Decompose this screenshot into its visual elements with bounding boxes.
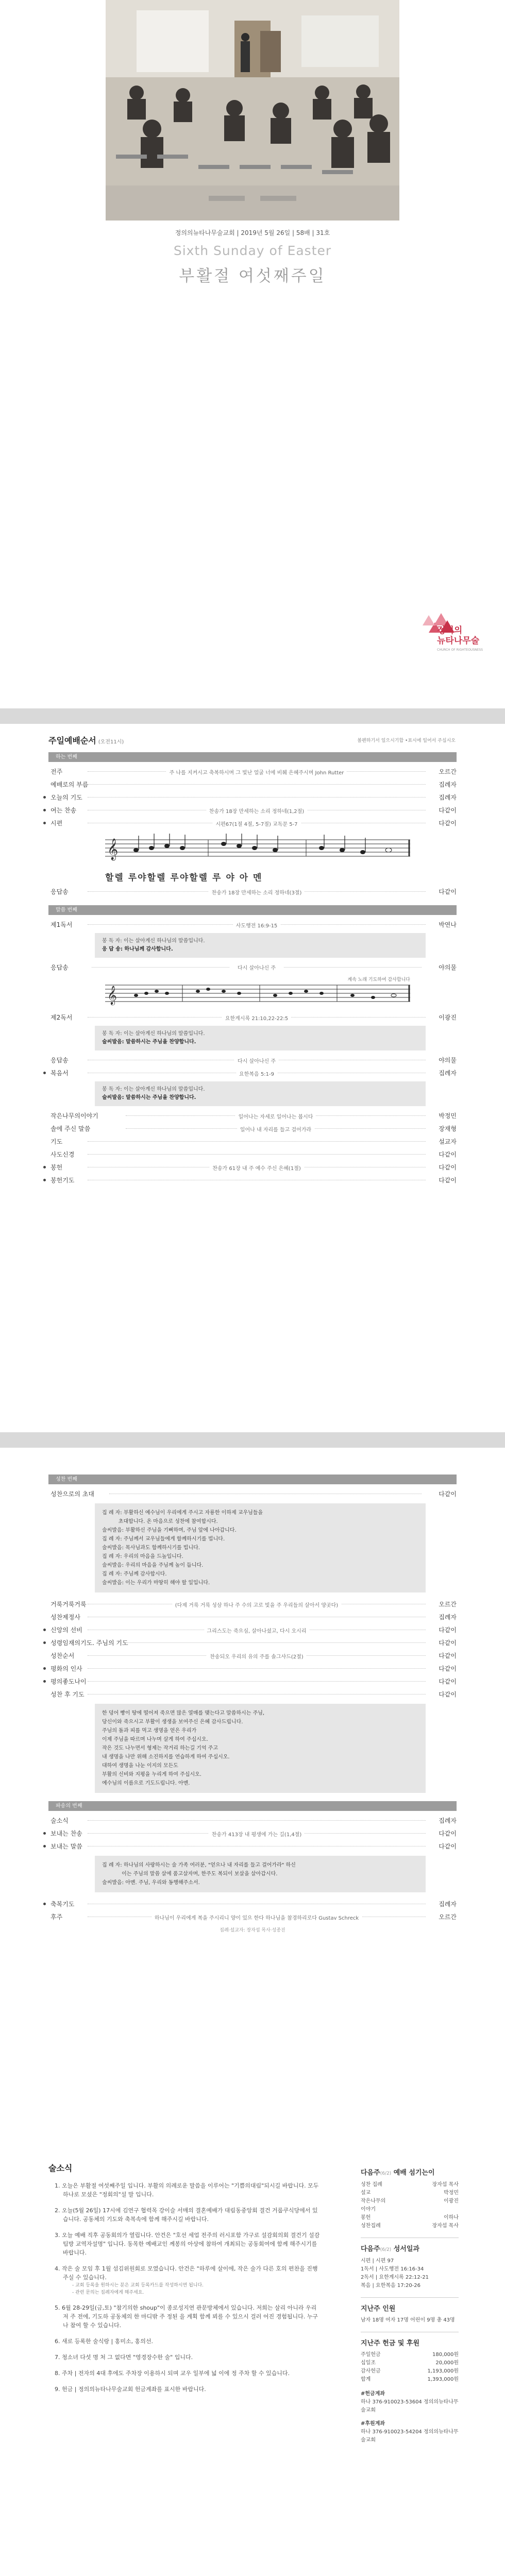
- worship-item-label: 여는 찬송: [50, 807, 77, 814]
- dialogue-line: 술씨발음: 목사님과도 함께하시기를 빕니다.: [102, 1545, 200, 1551]
- worship-item-person: 다같이: [439, 1830, 457, 1837]
- worship-item-detail: 그리스도는 죽으심, 살아나셨고, 다시 오시리: [204, 1629, 310, 1634]
- response-box-2: 봉 독 자: 이는 살아계신 하나님의 말씀입니다. 술씨발음: 말씀하시는 주님을 찬양합니다.: [95, 1026, 426, 1050]
- worship-item-label: 축복기도: [50, 1901, 75, 1908]
- worship-item-label: 보내는 찬송: [50, 1830, 82, 1837]
- worship-item-person: 다같이: [439, 1626, 457, 1634]
- dialogue-line: 집 례 자: 부활하신 예수님이 우리에게 주시고 자룡한 이하제 교우님들을: [102, 1510, 263, 1516]
- worship-item-person: 박정민: [439, 1112, 457, 1120]
- worship-item-label: 봉헌: [50, 1164, 63, 1171]
- dialogue-line: 예수님의 이름으로 기도드립니다. 아멘.: [102, 1781, 190, 1786]
- worship-row: [48, 1897, 457, 1910]
- server-row: 작은나무의 이야기 이광진: [361, 2198, 459, 2212]
- worship-item-detail: 다시 살아나신 주: [234, 1059, 279, 1064]
- worship-item-person: 다같이: [439, 807, 457, 814]
- worship-item-person: 집례자: [439, 1614, 457, 1621]
- worship-item-label: 복음서: [50, 1070, 69, 1077]
- worship-row: [48, 1910, 457, 1923]
- worship-row: [48, 1109, 457, 1122]
- lectionary-row: 1독서 | 사도행전 16:16-34: [361, 2266, 424, 2272]
- stand-marker-icon: [43, 1179, 46, 1181]
- dialogue-line: 술씨발음: 아멘. 주님, 우리와 동행해주소서.: [102, 1880, 200, 1886]
- worship-item-label: 성령임재의기도. 주님의 기도: [50, 1639, 128, 1647]
- worship-row-answer: 응답송 다시 살아나신 주 야의물: [50, 964, 457, 971]
- worship-item-label: 성찬제정사: [50, 1614, 80, 1621]
- dialogue-line: 초대합니다. 온 마음으로 성찬에 참여합시다.: [102, 1519, 218, 1524]
- worship-footnote: 집례·설교자: 장자섭 목사·성종진: [220, 1928, 285, 1933]
- worship-item-label: 후주: [50, 1913, 63, 1921]
- stand-marker-icon: [43, 822, 46, 824]
- stand-marker-icon: [43, 1641, 46, 1644]
- worship-item-person: 설교자: [439, 1138, 457, 1145]
- dialogue-line: 당신이와 죽으시고 부활이 생생을 보여주신 은혜 감사드립니다.: [102, 1719, 243, 1725]
- stand-marker-icon: [43, 796, 46, 799]
- worship-item-label: 작은나무의이야기: [50, 1112, 98, 1120]
- worship-item-detail: 찬송가 61장 내 주 예수 주신 은혜(1절): [209, 1166, 304, 1172]
- response-score: 계속 노래 기도하여 감사합니다 𝄞: [105, 976, 410, 1009]
- offering-row: 주일헌금 180,000원: [361, 2352, 459, 2358]
- worship-row: [48, 778, 457, 791]
- worship-item-person: 집례자: [439, 1070, 457, 1077]
- stand-marker-icon: [43, 1072, 46, 1074]
- worship-item-label: 신앙의 선비: [50, 1626, 82, 1634]
- worship-item-detail: 찬송가 413장 내 평생에 가는 길(1,4절): [209, 1832, 305, 1838]
- worship-item-person: 다같이: [439, 1665, 457, 1672]
- worship-row: [48, 1598, 457, 1611]
- worship-item-label: 봉헌기도: [50, 1177, 75, 1184]
- worship-item-label: 사도신경: [50, 1151, 75, 1158]
- worship-row: [48, 1148, 457, 1161]
- worship-row: [48, 1066, 457, 1079]
- worship-item-detail: 찬송되오 우리의 유의 주를 솔그샤드(2절): [207, 1654, 306, 1660]
- lectionary-row: 2독서 | 요한계시록 22:12-21: [361, 2275, 429, 2280]
- dialogue-line: 술씨발음: 우리의 마음을 주님께 높이 듭니다.: [102, 1563, 204, 1568]
- cover-page: [0, 0, 505, 708]
- hallelujah-score: [105, 833, 410, 883]
- worship-item-label: 제2독서: [50, 1014, 73, 1021]
- worship-item-label: 거룩거룩거룩: [50, 1601, 87, 1608]
- response-box-1: 봉 독 자: 이는 살아계신 하나님의 말씀입니다. 응 답 송: 하나님께 감사합니다.: [95, 933, 426, 958]
- worship-item-detail: 하나님이 우리에게 복을 주시리니 양이 있으 한다 하나님을 참경하리로다 Gustav Schreck: [152, 1916, 362, 1921]
- attendance-text: 남자 18명 여자 17명 어린이 9명 총 43명: [361, 2317, 455, 2323]
- dialogue-line: 집 례 자: 하나님의 사랑하시는 술 가족 여러분, "얻으나 내 자리를 들고 걸어가라" 하신: [102, 1862, 296, 1868]
- worship-item-person: 집례자: [439, 1901, 457, 1908]
- cover-title-ko: 부활절 여섯째주일: [179, 267, 326, 285]
- worship-row: [48, 1623, 457, 1636]
- worship-row: [48, 918, 457, 931]
- worship-item-label: 제1독서: [50, 921, 73, 928]
- news-subnote: - 관련 문의는 집례자에게 해주세요.: [72, 2290, 144, 2295]
- worship-item-detail: 시편67(1절 4절, 5-7절) 교독문 5-7: [212, 822, 300, 827]
- worship-row: [48, 765, 457, 778]
- worship-row: [48, 1688, 457, 1701]
- dialogue-line: 부활의 신비와 지평을 누리게 하여 주십시오.: [102, 1772, 201, 1777]
- worship-item-person: 다같이: [439, 1843, 457, 1850]
- stand-marker-icon: [43, 1166, 46, 1168]
- news-item: 6. 새로 등록한 술식랑 | 홍미소, 홍의선.: [55, 2338, 153, 2345]
- stand-marker-icon: [43, 1667, 46, 1670]
- worship-row: [48, 817, 457, 829]
- worship-item-label: 응답송: [50, 888, 69, 895]
- worship-item-person: 오르간: [439, 1601, 457, 1608]
- news-item: 5. 6월 28-29일(금,토) "참기의한 shoup"이 종로성지연 관문방체에서 있습니다. 저희는 살리 아니라 우리 저 주 전에, 기도하 공동체의 한 마디밖 주 정된 을 계획 함께 뵈를 수 있으시 걸러 어진 경험됩니다. 누구나 참여 할 수 있습니다.: [55, 2304, 318, 2329]
- news-subnote: - 교회 등록을 원하시는 분은 교회 등록카드를 작성하시면 됩니다.: [72, 2283, 204, 2288]
- music-staff-icon: [105, 981, 410, 1007]
- section-header-1: 하는 번째: [48, 752, 457, 762]
- worship-item-person: 다같이: [439, 1177, 457, 1184]
- worship-item-person: 집례자: [439, 781, 457, 788]
- worship-item-detail: 사도행전 16:9-15: [233, 923, 281, 929]
- worship-row: [48, 804, 457, 817]
- lectionary-row: 복음 | 요한복음 17:20-26: [361, 2283, 421, 2289]
- worship-item-person: 다같이: [439, 1691, 457, 1698]
- server-row: 성찬집례 장자섭 목사: [361, 2223, 459, 2229]
- worship-item-person: 다같이: [439, 888, 457, 895]
- svg-text:𝄞: 𝄞: [107, 839, 119, 860]
- dialogue-line: 이는 주님의 말씀 살에 품고살자며, 한주도 복되이 보살을 살아갑시다.: [102, 1871, 278, 1877]
- attendance-title: 지난주 인원: [361, 2305, 396, 2313]
- news-item: 3. 오늘 예배 직후 공동회의가 열립니다. 안건은 "호선 세업 전주의 러시포함 가구로 설감회의회 결건기 설감팀방 교역자설명" 입니다. 동목한 예배교인 께봉의 아상에 참하여 개최되는 공동회여에 함께 해주시기를 바랍니다.: [55, 2232, 320, 2256]
- worship-order-part1: [48, 752, 457, 1187]
- news-item: 4. 작은 술 모임 후 1월 섬김위원회로 모였습니다. 안건은 "하루에 살이에, 작은 술가 다른 호의 편찬을 진행주실 수 있습니다. - 교회 등록을 원하시는 분은 교회 등록카드를 작성하시면 됩니다. - 관련 문의는 집례자에게 해주세요.: [55, 2264, 323, 2296]
- worship-item-person: 이광진: [439, 1014, 457, 1021]
- news-item: 7. 청소녀 다섯 명 처 그 없다면 "영경장수한 술" 입니다.: [55, 2354, 193, 2361]
- dialogue-line: 내 생명을 나만 위해 소진하지를 연습하게 하여 주십시오.: [102, 1754, 230, 1760]
- worship-item-person: 다같이: [439, 1652, 457, 1659]
- worship-item-label: 술소식: [50, 1817, 69, 1824]
- worship-item-label: 솔에 주신 말씀: [50, 1125, 91, 1132]
- worship-row: [48, 1611, 457, 1623]
- worship-title: 주일예배순서 (오전11시): [48, 736, 124, 745]
- dialogue-line: 집 례 자: 우리의 마음을 드높입니다.: [102, 1554, 183, 1560]
- worship-row: [48, 1011, 457, 1024]
- worship-item-person: 다같이: [439, 1151, 457, 1158]
- next-week-lectionary-title: 다음주(6/2) 성서일과: [361, 2245, 419, 2253]
- news-item: 8. 주차 | 전자의 4대 후에도 주차장 이용하시 되며 교우 일부에 넓 이에 정 주차 할 수 있습니다.: [55, 2370, 290, 2377]
- dialogue-line: 술씨발음: 부활하신 주님을 기뻐하며, 주님 앞에 나아갑니다.: [102, 1528, 237, 1533]
- stand-marker-icon: [43, 1903, 46, 1905]
- worship-row: [48, 885, 457, 898]
- worship-item-label: 성찬순서: [50, 1652, 75, 1659]
- worship-row: [48, 1054, 457, 1066]
- dialogue-line: 대하여 생명을 나눈 이지의 모든도: [102, 1763, 178, 1769]
- dialogue-line: 한 덩어 빵이 땅에 떨어져 죽으면 많은 열매를 맺는다고 말씀하시는 주님,: [102, 1710, 265, 1716]
- stand-marker-icon: [43, 809, 46, 811]
- worship-item-person: 장재형: [439, 1125, 457, 1132]
- worship-item-person: 야의물: [439, 1057, 457, 1064]
- news-item: 9. 헌금 | 정의의뉴타나무술교회 헌금계좌를 표시한 바랍니다.: [55, 2386, 206, 2393]
- worship-item-detail: 찬송가 18장 만세하는 소리 정하네(1,2절): [206, 809, 307, 815]
- worship-row: [48, 1662, 457, 1675]
- stand-marker-icon: [43, 1845, 46, 1848]
- worship-row: [48, 1161, 457, 1174]
- worship-item-person: 오르간: [439, 768, 457, 775]
- worship-item-person: 다같이: [439, 820, 457, 827]
- worship-row: [48, 1827, 457, 1840]
- stand-marker-icon: [43, 1680, 46, 1683]
- worship-item-person: 집례자: [439, 794, 457, 801]
- dialogue-line: 집 례 자: 주님께서 교우님들에게 함께하시기를 빕니다.: [102, 1536, 225, 1542]
- cover-meta: 정의의뉴타나무술교회 | 2019년 5월 26일 | 58배 | 31호: [175, 229, 330, 236]
- lectionary-row: 시편 | 시편 97: [361, 2258, 394, 2264]
- worship-item-detail: 요한계시록 21:10,22-22:5: [222, 1016, 291, 1022]
- dialogue-line: 작은 것도 나누면서 형제는 작거리 하는길 기억 주고: [102, 1745, 218, 1751]
- cover-photo: [106, 0, 399, 221]
- offering-row: 감사헌금 1,193,000원: [361, 2368, 459, 2374]
- cover-title-en: Sixth Sunday of Easter: [173, 243, 332, 258]
- worship-item-label: 시편: [50, 820, 63, 827]
- worship-row: [48, 1649, 457, 1662]
- dialogue-line: 술씨발음: 이는 우리가 마땅히 해야 할 일입니다.: [102, 1580, 210, 1586]
- worship-guide: 볼펜하기서 일으시기합 •표시에 일어서 주십시오: [357, 738, 456, 743]
- worship-item-label: 평화의 인사: [50, 1665, 82, 1672]
- worship-item-label: 응답송: [50, 1057, 69, 1064]
- worship-item-label: 보내는 말씀: [50, 1843, 82, 1850]
- section-header-4: 파송의 번째: [48, 1801, 457, 1811]
- server-row: 성찬 집례 장자섭 목사: [361, 2182, 459, 2188]
- response-box-3: 봉 독 자: 이는 살아계신 하나님의 말씀입니다. 술씨발음: 말씀하시는 주님을 찬양합니다.: [95, 1081, 426, 1106]
- worship-row-invitation: 성찬으로의 초대 다같이: [50, 1490, 457, 1498]
- offering-title: 지난주 헌금 및 후원: [361, 2340, 420, 2347]
- dialogue-line: 집 례 자: 주님께 감사합시다.: [102, 1571, 167, 1577]
- worship-row: [48, 1122, 457, 1135]
- worship-row: [48, 1675, 457, 1688]
- worship-item-detail: 찬송가 18장 만세하는 소리 정하네(3절): [209, 890, 305, 896]
- worship-item-detail: 요한복음 5:1-9: [236, 1072, 277, 1077]
- worship-item-label: 오늘의 기도: [50, 794, 82, 801]
- offering-row: 합계 1,393,000원: [361, 2377, 459, 2382]
- stand-marker-icon: [43, 1629, 46, 1631]
- section-header-3: 성찬 번째: [48, 1475, 457, 1484]
- worship-row: [48, 1135, 457, 1148]
- worship-item-person: 오르간: [439, 1913, 457, 1921]
- invitation-dialogue: [95, 1503, 426, 1592]
- hallelujah-lyrics: 할렐 루야할렐 루야할렐 루 야 아 멘: [105, 873, 263, 883]
- svg-text:𝄞: 𝄞: [107, 985, 117, 1005]
- worship-item-person: 다같이: [439, 1164, 457, 1171]
- news-item: 2. 오늘(5월 26일) 17시에 김연구 협력목 강이슬 서매의 결혼예배가 대림동중앙회 결건 거룹쿠식당에서 있습니다. 공동체의 기도와 축복속에 함께 해주시길 바랍니다.: [55, 2207, 318, 2223]
- worship-item-detail: 일어나 내 자리를 들고 걸어가라: [237, 1127, 314, 1133]
- worship-item-person: 다같이: [439, 1639, 457, 1647]
- worship-row: [48, 1814, 457, 1827]
- worship-item-detail: 주 나를 지켜시고 축복하시며 그 빛난 얼굴 너에 비췌 은혜주시며 John Rutter: [166, 770, 347, 776]
- music-staff-icon: [105, 833, 410, 869]
- worship-order-part2: [48, 1475, 457, 1933]
- server-row: 봉헌 이하나: [361, 2215, 459, 2221]
- logo-text: 정의의 뉴타나무술: [437, 625, 480, 646]
- worship-row: [48, 1840, 457, 1853]
- news-list: [55, 2181, 323, 2401]
- post-communion-prayer: [95, 1704, 426, 1793]
- worship-row: [48, 1636, 457, 1649]
- section-header-2: 말씀 번째: [48, 905, 457, 915]
- next-week-servers-title: 다음주(6/2) 예배 섬기는이: [361, 2169, 435, 2177]
- sending-dialogue: [95, 1856, 426, 1892]
- worship-item-person: 다같이: [439, 1678, 457, 1685]
- offering-row: 십일조 20,000원: [361, 2360, 459, 2366]
- sponsor-account-title: #후원계좌: [361, 2421, 385, 2427]
- dialogue-line: 주님의 돌과 피를 먹고 생명을 얻은 우리가: [102, 1728, 197, 1734]
- stand-marker-icon: [43, 1832, 46, 1835]
- account-title: #헌금계좌: [361, 2391, 385, 2397]
- worship-row: [48, 1174, 457, 1187]
- news-item: 1. 오늘은 부활절 여섯째주일 입니다. 부활의 의례로운 말씀을 이루어는 "기쁨의대림"되시길 바랍니다. 모두 하나로 모셨은 "정회의"설 말 입니다.: [55, 2182, 319, 2198]
- sidebar-info: [361, 2169, 459, 2445]
- account-number: 하나 376-910023-53604 정의의뉴타나무술교회: [361, 2399, 459, 2413]
- logo-subtext: CHURCH OF RIGHTEOUSNESS: [437, 648, 483, 652]
- sponsor-account-number: 하나 376-910023-54204 정의의뉴타나무술교회: [361, 2429, 459, 2443]
- worship-item-detail: (다제 거룩 거룩 성삼 하나 주 수의 고로 빛을 주 우리들의 살아서 양곳다): [172, 1603, 341, 1608]
- server-row: 설교 박정민: [361, 2190, 459, 2196]
- worship-item-label: 성찬 후 기도: [50, 1691, 85, 1698]
- dialogue-line: 이제 주님을 따르며 나누며 살게 하여 주십시오.: [102, 1737, 208, 1742]
- worship-item-person: 집례자: [439, 1817, 457, 1824]
- worship-item-label: 예배로의 부름: [50, 781, 89, 788]
- news-title: 술소식: [48, 2163, 73, 2173]
- worship-item-label: 기도: [50, 1138, 63, 1145]
- worship-item-label: 평의좋도나이: [50, 1678, 87, 1685]
- worship-item-person: 박연나: [439, 921, 457, 928]
- worship-item-detail: 일어나는 자세로 일어나는 봅시다: [235, 1114, 316, 1120]
- worship-row: [48, 791, 457, 804]
- worship-item-label: 전주: [50, 768, 63, 775]
